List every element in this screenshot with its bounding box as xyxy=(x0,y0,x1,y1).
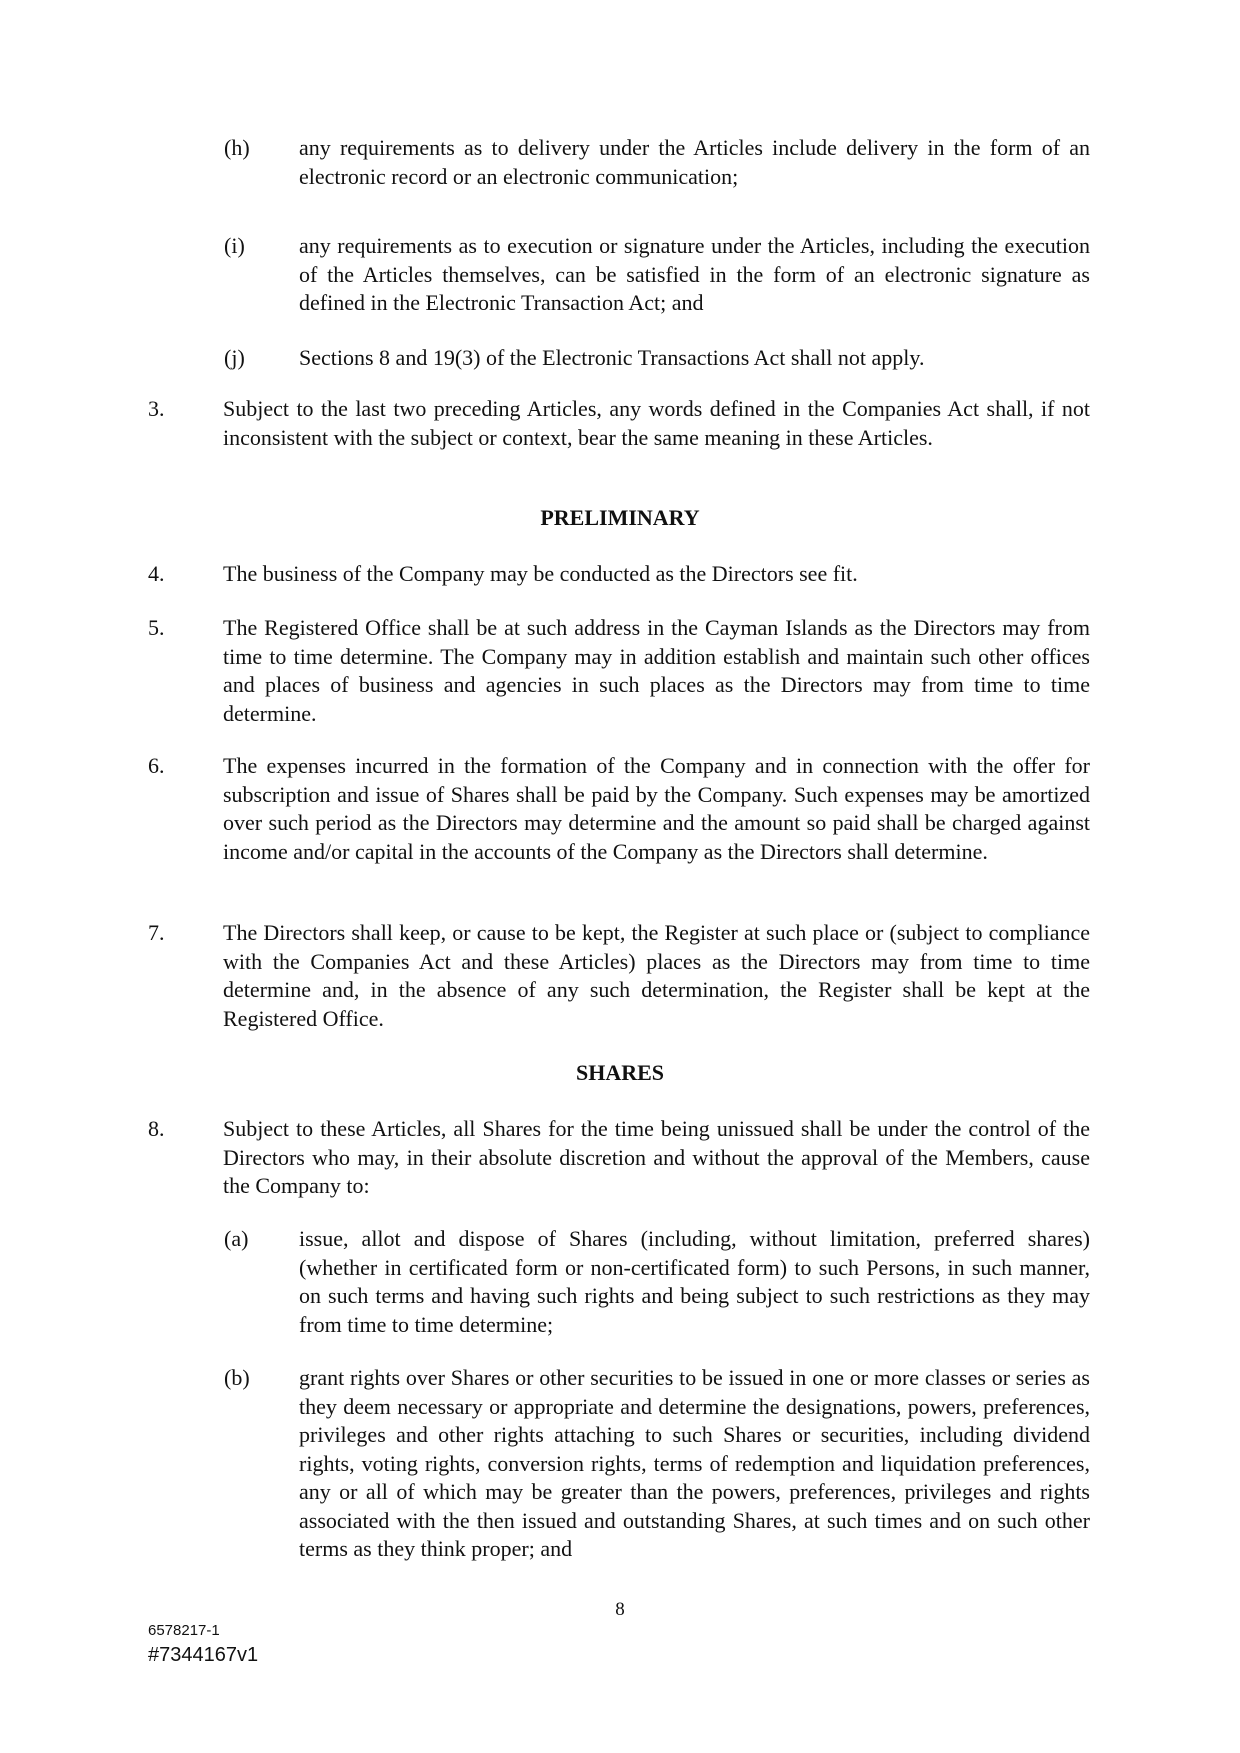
article-text: The expenses incurred in the formation of the Company and in connection with the offer for subscription and issue of Shares shall be paid by the Company. Such expenses may be amortized over such period as the Directors may determine and the amount so paid shall be charged against income and/or capital in the accounts of the Company as the Directors shall determine. xyxy=(223,753,1090,864)
article-text: The Directors shall keep, or cause to be kept, the Register at such place or (subject to compliance with the Companies Act and these Articles) places as the Directors may from time to time determine and, in the absence of any such determination, the Register shall be kept at the Registered Office. xyxy=(223,920,1090,1031)
article-number: 8. xyxy=(148,1116,165,1141)
article-number: 5. xyxy=(148,615,165,640)
heading-preliminary: PRELIMINARY xyxy=(540,505,700,530)
article-number: 7. xyxy=(148,920,165,945)
article-number: 6. xyxy=(148,753,165,778)
article-text: The business of the Company may be conducted as the Directors see fit. xyxy=(223,561,858,586)
clause-label: (j) xyxy=(224,345,245,370)
clause-text: any requirements as to delivery under the Articles include delivery in the form of an electronic record or an electronic communication; xyxy=(299,135,1090,189)
document-id: 6578217-1 xyxy=(148,1622,220,1639)
clause-text: issue, allot and dispose of Shares (including, without limitation, preferred shares) (whether in certificated form or non-certificated form) to such Persons, in such manner, on such terms and having such rights and being subject to such restrictions as they may from time to time determine; xyxy=(299,1226,1090,1337)
article-number: 3. xyxy=(148,396,165,421)
article-text: Subject to these Articles, all Shares for the time being unissued shall be under the control of the Directors who may, in their absolute discretion and without the approval of the Members, cause the Company to: xyxy=(223,1116,1090,1198)
article-text: The Registered Office shall be at such address in the Cayman Islands as the Directors may from time to time determine. The Company may in addition establish and maintain such other offices and places of business and agencies in such places as the Directors may from time to time determine. xyxy=(223,615,1090,726)
clause-label: (h) xyxy=(224,135,250,160)
clause-label: (b) xyxy=(224,1365,250,1390)
page-number: 8 xyxy=(615,1599,625,1620)
clause-label: (a) xyxy=(224,1226,249,1251)
article-text: Subject to the last two preceding Articles, any words defined in the Companies Act shall, if not inconsistent with the subject or context, bear the same meaning in these Articles. xyxy=(223,396,1090,450)
document-version-id: #7344167v1 xyxy=(148,1644,259,1666)
heading-shares: SHARES xyxy=(575,1060,665,1085)
clause-text: grant rights over Shares or other securities to be issued in one or more classes or series as they deem necessary or appropriate and determine the designations, powers, preferences, privileges and other rights attaching to such Shares or securities, including dividend rights, voting rights, conversion rights, terms of redemption and liquidation preferences, any or all of which may be greater than the powers, preferences, privileges and rights associated with the then issued and outstanding Shares, at such times and on such other terms as they think proper; and xyxy=(299,1365,1090,1561)
clause-text: Sections 8 and 19(3) of the Electronic Transactions Act shall not apply. xyxy=(299,345,925,370)
clause-label: (i) xyxy=(224,233,245,258)
article-number: 4. xyxy=(148,561,165,586)
clause-text: any requirements as to execution or signature under the Articles, including the execution of the Articles themselves, can be satisfied in the form of an electronic signature as defined in the Electronic Transaction Act; and xyxy=(299,233,1090,315)
